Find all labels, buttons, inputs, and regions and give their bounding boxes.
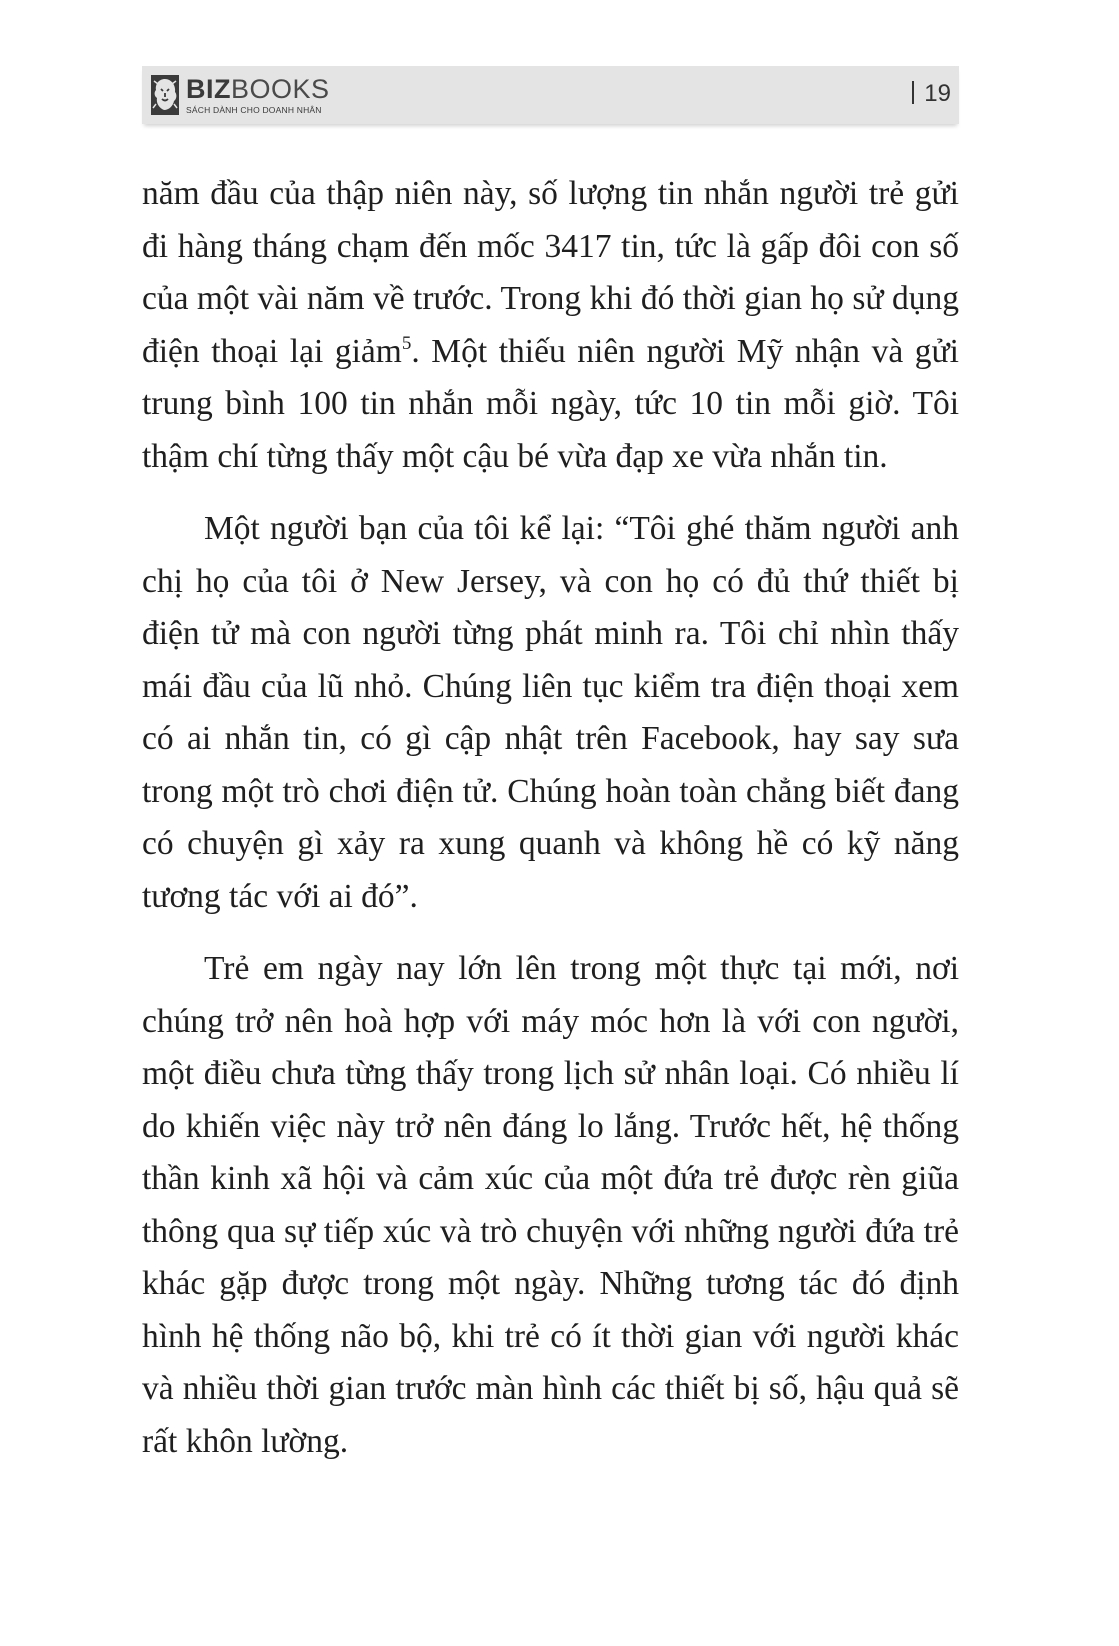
- bizbooks-logo: [150, 72, 330, 118]
- paragraph-3: Trẻ em ngày nay lớn lên trong một thực tại mới, nơi chúng trở nên hoà hợp với máy móc hơn là với con người, một điều chưa từng thấy trong lịch sử nhân loại. Có nhiều lí do khiến việc này trở nên đáng lo lắng. Trước hết, hệ thống thần kinh xã hội và cảm xúc của một đứa trẻ được rèn giũa thông qua sự tiếp xúc và trò chuyện với những người đứa trẻ khác gặp được trong một ngày. Những tương tác đó định hình hệ thống não bộ, khi trẻ có ít thời gian với người khác và nhiều thời gian trước màn hình các thiết bị số, hậu quả sẽ rất khôn lường.: [142, 950, 959, 1460]
- page-number-divider: [912, 81, 914, 104]
- page-body: [142, 168, 959, 1468]
- logo-wordmark-light: BOOKS: [231, 73, 330, 104]
- logo-wordmark: [186, 73, 330, 104]
- running-header: [142, 66, 959, 124]
- paragraph-1-text-a: năm đầu của thập niên này, số lượng tin nhắn người trẻ gửi đi hàng tháng chạm đến mốc 3417 tin, tức là gấp đôi con số của một vài năm về trước. Trong khi đó thời gian họ sử dụng điện thoại lại giảm: [142, 175, 959, 370]
- footnote-marker: 5: [401, 332, 412, 354]
- lion-head-icon: [150, 74, 180, 116]
- paragraph-1-text-b: . Một thiếu niên người Mỹ nhận và gửi trung bình 100 tin nhắn mỗi ngày, tức 10 tin mỗi giờ. Tôi thậm chí từng thấy một cậu bé vừa đạp xe vừa nhắn tin.: [142, 332, 959, 475]
- logo-wordmark-bold: BIZ: [186, 73, 231, 104]
- paragraph-2: Một người bạn của tôi kể lại: “Tôi ghé thăm người anh chị họ của tôi ở New Jersey, và con họ có đủ thứ thiết bị điện tử mà con người từng phát minh ra. Tôi chỉ nhìn thấy mái đầu của lũ nhỏ. Chúng liên tục kiểm tra điện thoại xem có ai nhắn tin, có gì cập nhật trên Facebook, hay say sưa trong một trò chơi điện tử. Chúng hoàn toàn chẳng biết đang có chuyện gì xảy ra xung quanh và không hề có kỹ năng tương tác với ai đó”.: [142, 510, 959, 915]
- logo-tagline: SÁCH DÀNH CHO DOANH NHÂN: [186, 104, 322, 115]
- paragraph-1: [142, 168, 959, 483]
- page-number: [912, 80, 951, 108]
- page-number-value: 19: [924, 80, 951, 107]
